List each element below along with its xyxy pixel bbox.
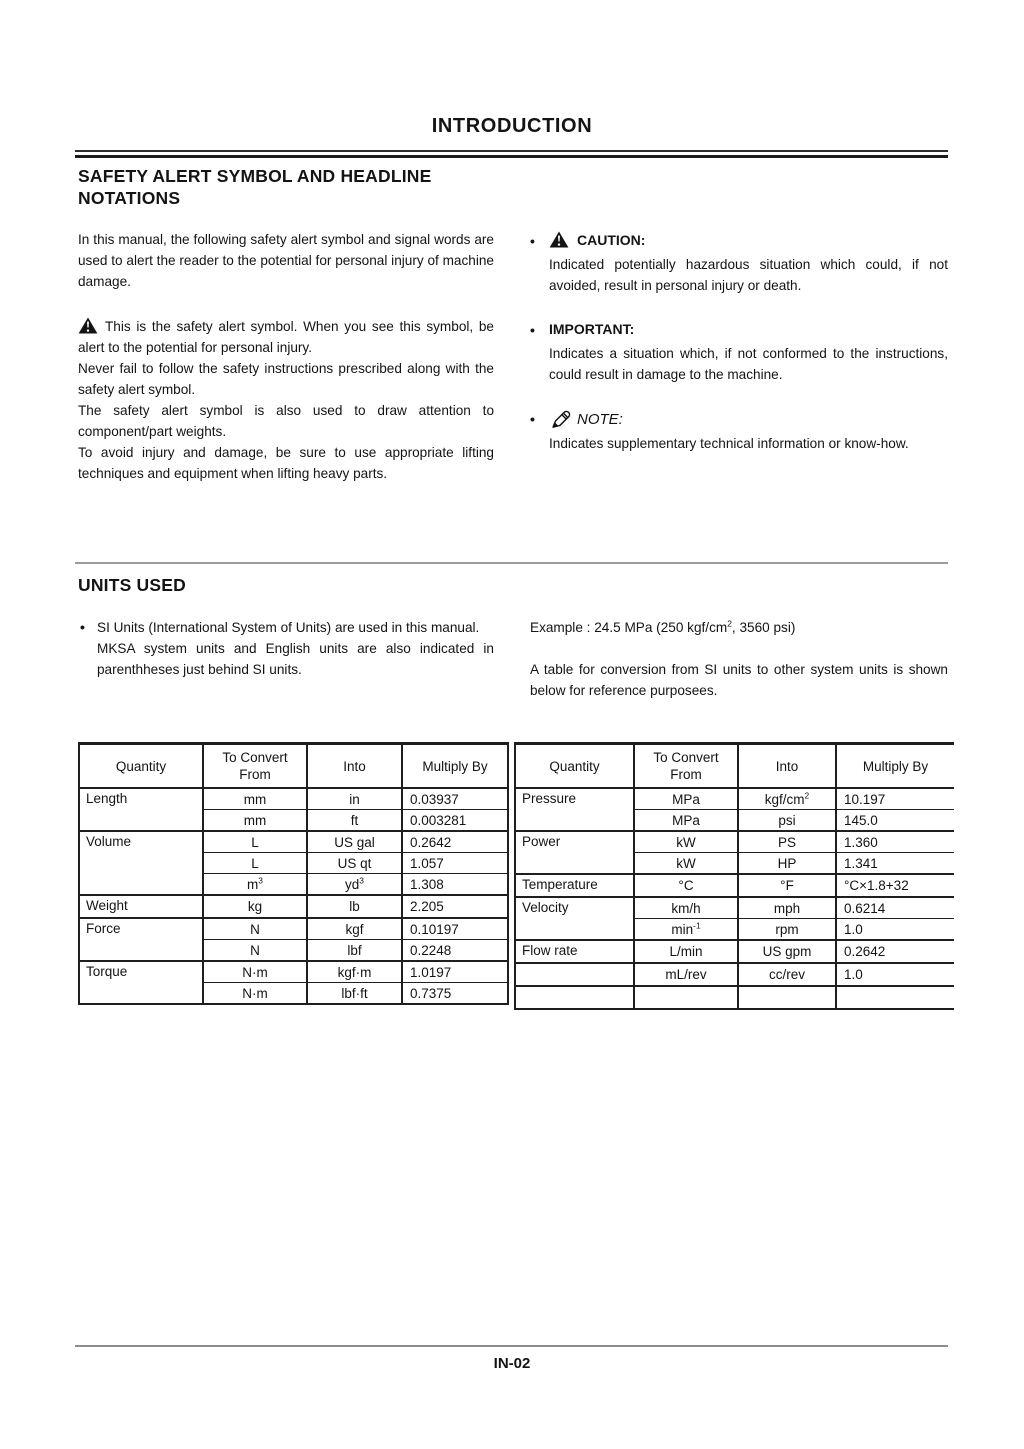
convert-from-cell: L xyxy=(203,831,307,853)
quantity-cell: Power xyxy=(515,831,634,874)
multiply-by-cell: 0.2248 xyxy=(402,940,508,962)
into-cell: US gal xyxy=(307,831,402,853)
multiply-by-cell: 0.7375 xyxy=(402,983,508,1005)
convert-from-cell: kg xyxy=(203,895,307,918)
into-cell: kgf/$cm^2$ xyxy=(738,788,836,810)
into-cell: in xyxy=(307,788,402,810)
convert-from-cell: °C xyxy=(634,874,738,897)
page-number: IN-02 xyxy=(493,1355,531,1372)
safety-heading-line1: SAFETY ALERT SYMBOL AND HEADLINE xyxy=(78,166,432,186)
note-heading xyxy=(549,408,948,431)
convert-from-cell: kW xyxy=(634,831,738,853)
alert-line: The safety alert symbol is also used to draw attention to component/part weights. xyxy=(78,403,494,439)
safety-intro-paragraph: In this manual, the following safety alert symbol and signal words are used to alert the reader to the potential for personal injury of machine damage. xyxy=(78,232,494,289)
into-cell: lbf·ft xyxy=(307,983,402,1005)
table-header-row xyxy=(515,744,954,789)
convert-from-cell xyxy=(634,986,738,1009)
convert-from-cell: L/min xyxy=(634,940,738,963)
bullet-icon: • xyxy=(530,322,535,338)
multiply-by-cell: 0.6214 xyxy=(836,897,954,919)
into-cell: °F xyxy=(738,874,836,897)
title-double-rule xyxy=(75,150,948,158)
multiply-by-cell: 1.308 xyxy=(402,874,508,896)
multiply-by-cell: 0.03937 xyxy=(402,788,508,810)
into-cell xyxy=(738,986,836,1009)
quantity-cell: Volume xyxy=(79,831,203,895)
multiply-by-cell: 145.0 xyxy=(836,810,954,832)
convert-from-cell: N xyxy=(203,940,307,962)
note-notice xyxy=(530,408,948,454)
table-row xyxy=(515,963,954,986)
table-row xyxy=(79,788,508,810)
multiply-by-cell: 0.10197 xyxy=(402,918,508,940)
header-cell: Multiply By xyxy=(402,744,508,789)
convert-from-cell: MPa xyxy=(634,810,738,832)
multiply-by-cell xyxy=(836,986,954,1009)
units-section-heading: UNITS USED xyxy=(78,575,186,595)
convert-from-cell: N xyxy=(203,918,307,940)
caution-notice xyxy=(530,230,948,296)
multiply-by-cell: 0.003281 xyxy=(402,810,508,832)
bullet-icon: • xyxy=(80,619,85,635)
table-row xyxy=(515,940,954,963)
caution-label: CAUTION: xyxy=(577,232,646,248)
multiply-by-cell: 1.360 xyxy=(836,831,954,853)
note-body: Indicates supplementary technical information or know-how. xyxy=(549,436,909,451)
multiply-by-cell: 1.0 xyxy=(836,963,954,986)
header-cell: To Convert From xyxy=(203,744,307,789)
into-cell: cc/rev xyxy=(738,963,836,986)
bullet-icon: • xyxy=(530,233,535,249)
into-cell: US gpm xyxy=(738,940,836,963)
table-row xyxy=(79,961,508,983)
conversion-table-left xyxy=(78,742,509,1010)
table-header-row xyxy=(79,744,508,789)
conversion-table xyxy=(78,742,509,1005)
quantity-cell: Length xyxy=(79,788,203,831)
safety-heading-line2: NOTATIONS xyxy=(78,188,181,208)
into-cell: rpm xyxy=(738,919,836,941)
page-title: INTRODUCTION xyxy=(431,115,593,137)
multiply-by-cell: 0.2642 xyxy=(836,940,954,963)
important-body: Indicates a situation which, if not conformed to the instructions, could result in damage to the machine. xyxy=(549,346,948,382)
footer-divider xyxy=(75,1345,948,1347)
convert-from-cell: $m^3$ xyxy=(203,874,307,896)
into-cell: lb xyxy=(307,895,402,918)
table-row xyxy=(515,874,954,897)
quantity-cell: Torque xyxy=(79,961,203,1004)
pencil-icon xyxy=(549,411,577,428)
multiply-by-cell: °C×1.8+32 xyxy=(836,874,954,897)
convert-from-cell: mm xyxy=(203,810,307,832)
convert-from-cell: $\min^{-1}$ xyxy=(634,919,738,941)
multiply-by-cell: 10.197 xyxy=(836,788,954,810)
table-row xyxy=(515,986,954,1009)
into-cell: ft xyxy=(307,810,402,832)
quantity-cell: Weight xyxy=(79,895,203,918)
units-left-column xyxy=(80,617,494,680)
safety-right-column xyxy=(530,230,948,477)
alert-line: To avoid injury and damage, be sure to use appropriate lifting techniques and equipment when lifting heavy parts. xyxy=(78,445,494,481)
units-right-column xyxy=(530,617,948,701)
into-cell: mph xyxy=(738,897,836,919)
table-row xyxy=(515,831,954,853)
quantity-cell: Force xyxy=(79,918,203,961)
units-bullet-sentence: SI Units (International System of Units) are used in this manual. xyxy=(97,620,480,635)
multiply-by-cell: 1.057 xyxy=(402,853,508,874)
reference-paragraph: A table for conversion from SI units to other system units is shown below for reference purposees. xyxy=(530,662,948,698)
header-cell: Into xyxy=(307,744,402,789)
caution-heading xyxy=(549,230,948,251)
header-cell: Quantity xyxy=(79,744,203,789)
important-label: IMPORTANT: xyxy=(549,321,635,337)
into-cell: $yd^3$ xyxy=(307,874,402,896)
multiply-by-cell: 1.0 xyxy=(836,919,954,941)
into-cell: kgf xyxy=(307,918,402,940)
caution-body: Indicated potentially hazardous situation which could, if not avoided, result in personal injury or death. xyxy=(549,257,948,293)
units-bullet-sentence: MKSA system units and English units are also indicated in parenthheses just behind SI units. xyxy=(97,641,494,677)
convert-from-cell: N·m xyxy=(203,961,307,983)
convert-from-cell: L xyxy=(203,853,307,874)
safety-alert-paragraph xyxy=(78,316,494,484)
into-cell: US qt xyxy=(307,853,402,874)
safety-section-heading xyxy=(78,165,558,209)
into-cell: lbf xyxy=(307,940,402,962)
table-row xyxy=(79,895,508,918)
multiply-by-cell: 0.2642 xyxy=(402,831,508,853)
example-line: Example : 24.5 MPa (250 kgf/$cm^2$, 3560 psi) xyxy=(530,618,796,635)
alert-line-text: This is the safety alert symbol. When you see this symbol, be alert to the potential for personal injury. xyxy=(78,319,494,355)
convert-from-cell: kW xyxy=(634,853,738,875)
section-divider xyxy=(75,562,948,564)
multiply-by-cell: 2.205 xyxy=(402,895,508,918)
note-label: NOTE: xyxy=(577,411,623,428)
table-row xyxy=(79,831,508,853)
quantity-cell: Velocity xyxy=(515,897,634,940)
into-cell: psi xyxy=(738,810,836,832)
quantity-cell: Flow rate xyxy=(515,940,634,963)
header-cell: Into xyxy=(738,744,836,789)
convert-from-cell: N·m xyxy=(203,983,307,1005)
table-row xyxy=(515,788,954,810)
into-cell: kgf·m xyxy=(307,961,402,983)
quantity-cell xyxy=(515,986,634,1009)
convert-from-cell: km/h xyxy=(634,897,738,919)
convert-from-cell: mL/rev xyxy=(634,963,738,986)
important-heading xyxy=(549,319,948,340)
safety-alert-icon xyxy=(78,319,105,334)
important-notice xyxy=(530,319,948,385)
header-cell: To Convert From xyxy=(634,744,738,789)
quantity-cell xyxy=(515,963,634,986)
safety-alert-icon xyxy=(549,232,577,248)
alert-line xyxy=(78,316,494,358)
multiply-by-cell: 1.0197 xyxy=(402,961,508,983)
table-row xyxy=(515,897,954,919)
multiply-by-cell: 1.341 xyxy=(836,853,954,875)
safety-left-column xyxy=(78,229,494,484)
header-cell: Multiply By xyxy=(836,744,954,789)
conversion-table-right xyxy=(514,742,954,1010)
quantity-cell: Temperature xyxy=(515,874,634,897)
quantity-cell: Pressure xyxy=(515,788,634,831)
table-row xyxy=(79,918,508,940)
bullet-icon: • xyxy=(530,411,535,427)
header-cell: Quantity xyxy=(515,744,634,789)
convert-from-cell: MPa xyxy=(634,788,738,810)
conversion-tables xyxy=(78,742,954,1010)
conversion-table xyxy=(514,742,954,1010)
convert-from-cell: mm xyxy=(203,788,307,810)
alert-line: Never fail to follow the safety instructions prescribed along with the safety alert symbol. xyxy=(78,361,494,397)
into-cell: PS xyxy=(738,831,836,853)
into-cell: HP xyxy=(738,853,836,875)
